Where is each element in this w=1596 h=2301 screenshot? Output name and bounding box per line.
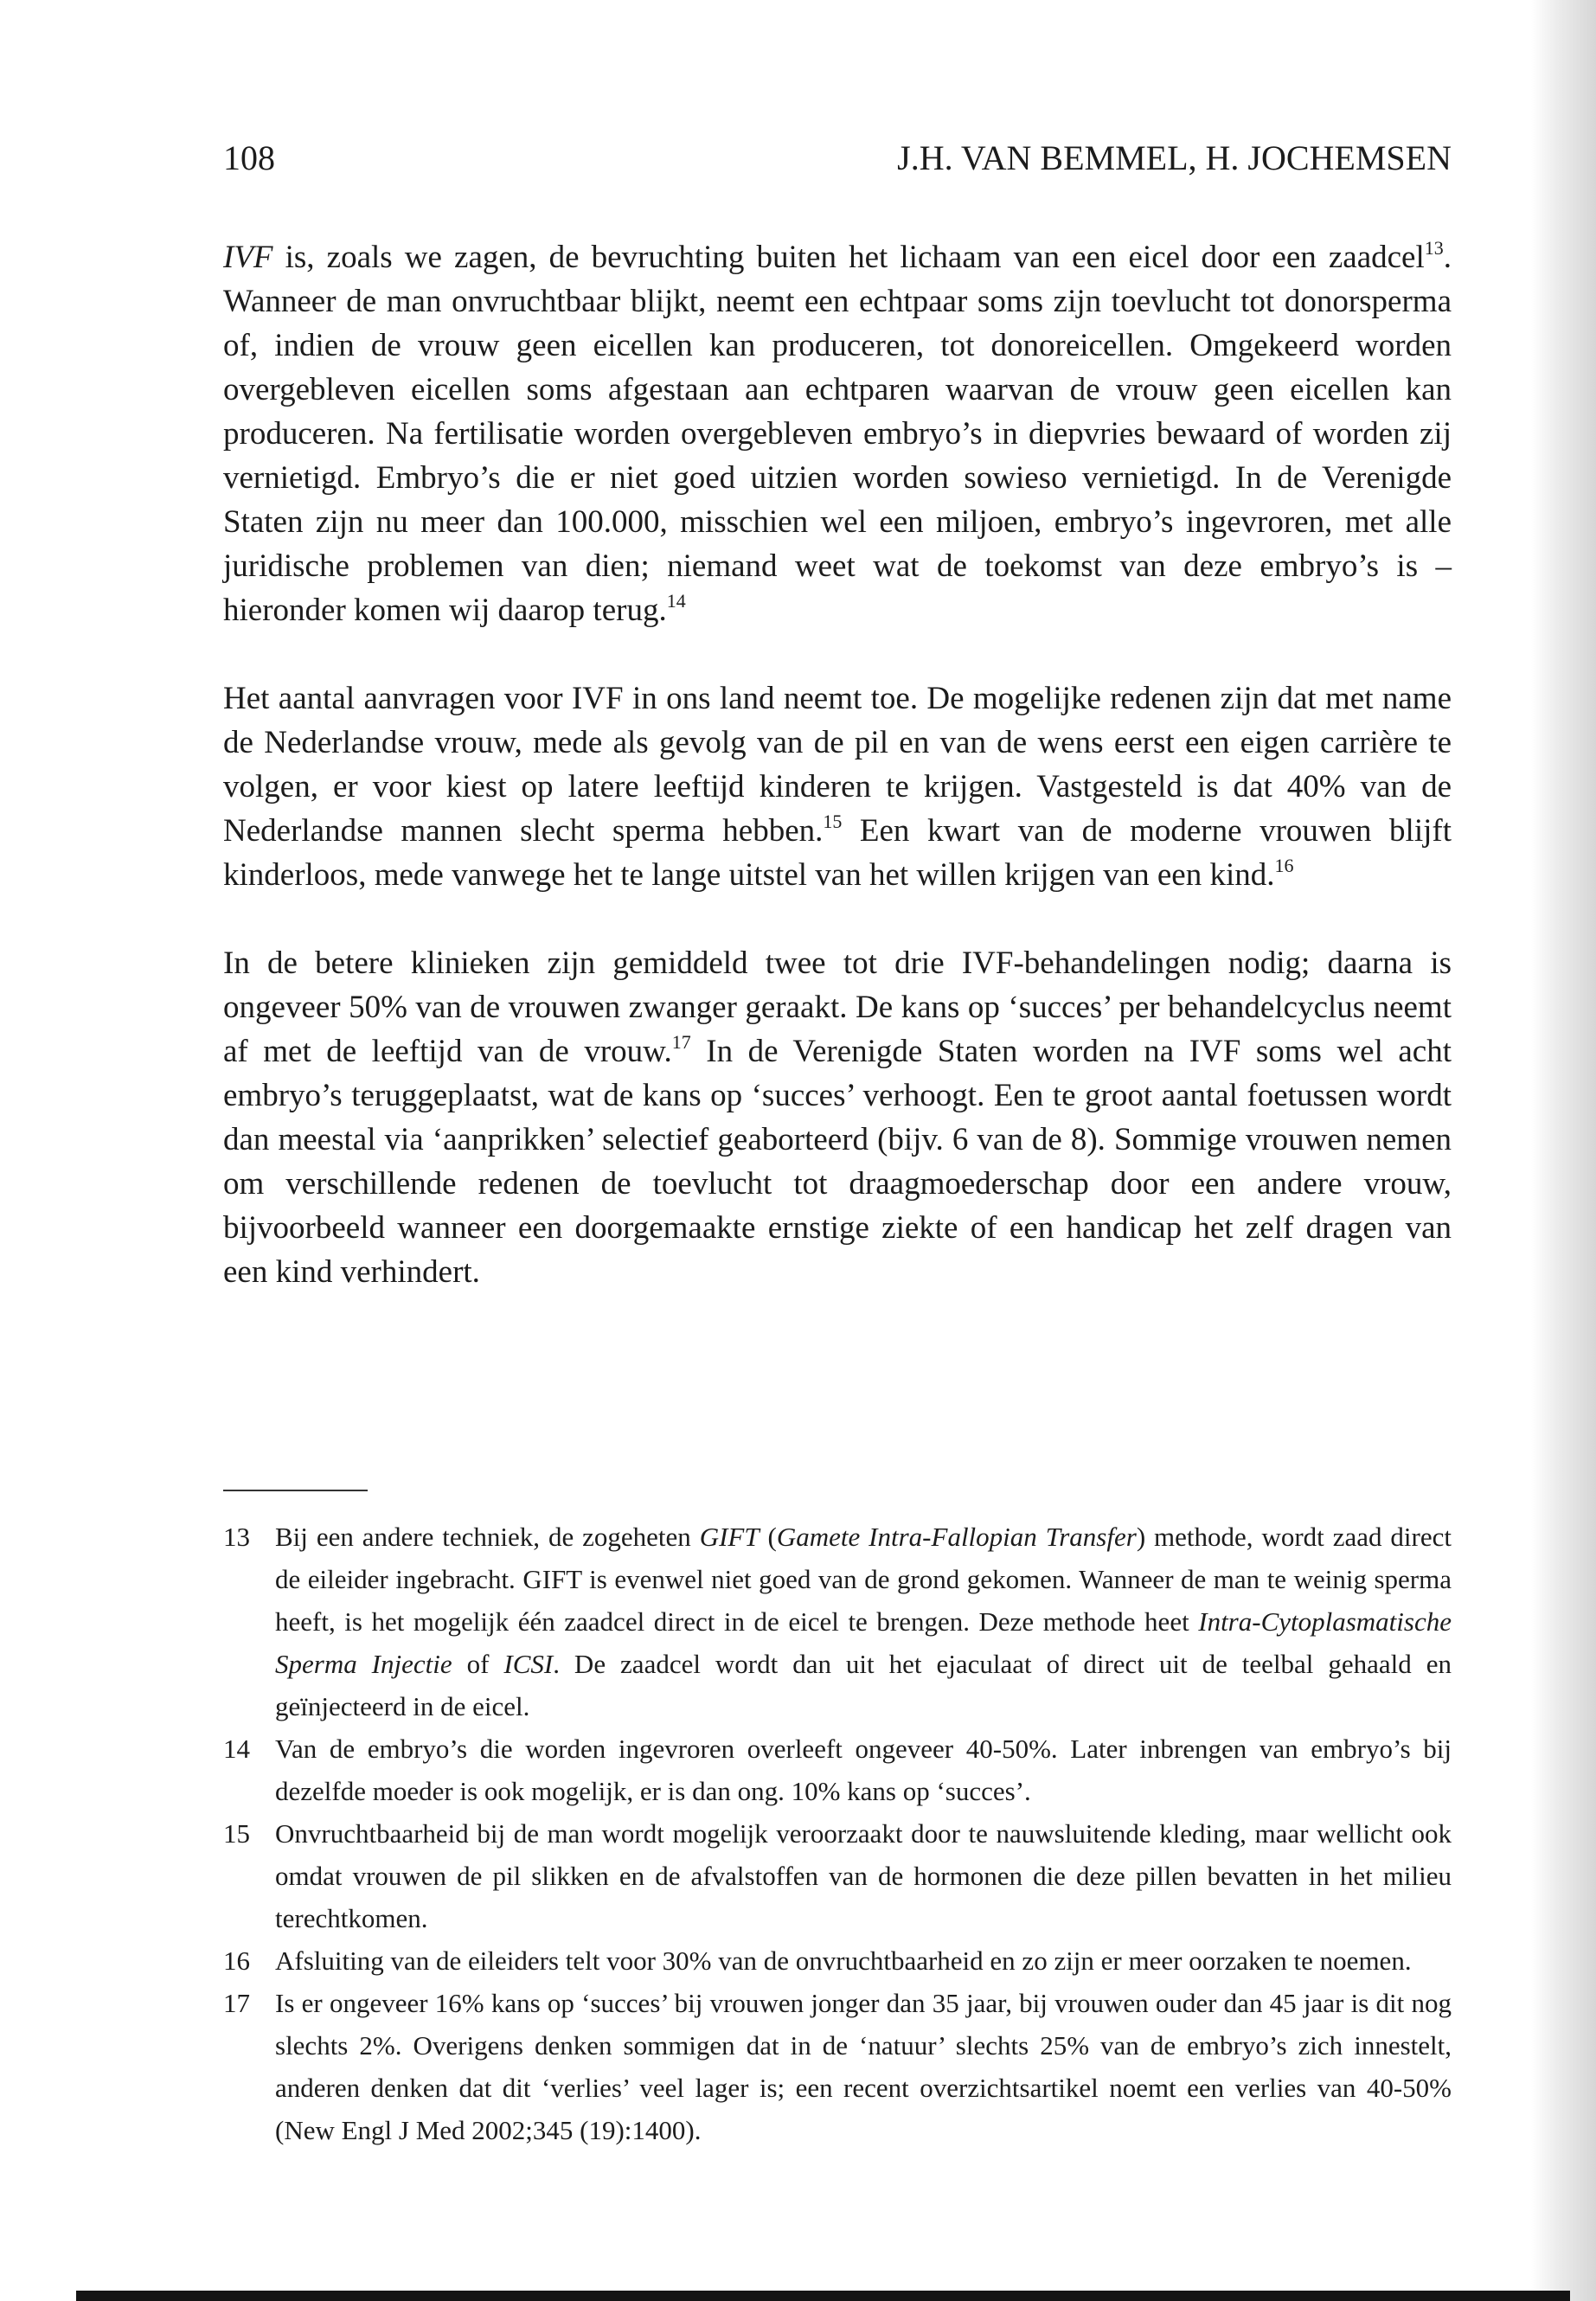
- footnote-ref-15[interactable]: 15: [823, 811, 843, 832]
- footnote-number: 16: [223, 1945, 250, 1976]
- footnotes: [223, 1516, 1452, 2151]
- footnote-17: [223, 1982, 1452, 2151]
- footnote-ref-14[interactable]: 14: [666, 590, 686, 612]
- footnote-number: 17: [223, 1988, 250, 2018]
- scan-bottom-border: [76, 2291, 1570, 2301]
- footnote-15: [223, 1812, 1452, 1939]
- running-header: [223, 137, 1452, 180]
- ivf-term: IVF: [223, 240, 273, 275]
- page-edge-shadow: [1531, 0, 1596, 2301]
- footnote-13: [223, 1516, 1452, 1727]
- footnote-ref-17[interactable]: 17: [671, 1031, 691, 1053]
- footnote-ref-16[interactable]: 16: [1274, 855, 1294, 876]
- footnote-number: 13: [223, 1522, 250, 1552]
- footnote-text: Onvruchtbaarheid bij de man wordt mogelijk veroorzaakt door te nauwsluitende kleding, maar wellicht ook omdat vrouwen de pil slikken en de afvalstoffen van de hormonen die deze pillen bevatten in het milieu terechtkomen.: [275, 1818, 1452, 1933]
- footnote-text: Afsluiting van de eileiders telt voor 30% van de onvruchtbaarheid en zo zijn er meer oorzaken te noemen.: [275, 1945, 1412, 1976]
- footnote-text: Van de embryo’s die worden ingevroren overleeft ongeveer 40-50%. Later inbrengen van embryo’s bij dezelfde moeder is ook mogelijk, er is dan ong. 10% kans op ‘succes’.: [275, 1734, 1452, 1806]
- paragraph-3: In de betere klinieken zijn gemiddeld twee tot drie IVF-behandelingen nodig; daarna is ongeveer 50% van de vrouwen zwanger geraakt. De kans op ‘succes’ per behandelcyclus neemt af met de leeftijd van de vrouw.$^{17}$ In de Verenigde Staten worden na IVF soms wel acht embryo’s teruggeplaatst, wat de kans op ‘succes’ verhoogt. Een te groot aantal foetussen wordt dan meestal via ‘aanprikken’ selectief geaborteerd (bijv. 6 van de 8). Sommige vrouwen nemen om verschillende redenen de toevlucht tot draagmoederschap door een andere vrouw, bijvoorbeeld wanneer een doorgemaakte ernstige ziekte of een handicap het zelf dragen van een kind verhindert.: [223, 945, 1452, 1290]
- paragraph-1: IVF is, zoals we zagen, de bevruchting buiten het lichaam van een eicel door een zaadcel$^{13}$. Wanneer de man onvruchtbaar blijkt, neemt een echtpaar soms zijn toevlucht tot donorsperma of, indien de vrouw geen eicellen kan produceren, tot donoreicellen. Omgekeerd worden overgebleven eicellen soms afgestaan aan echtparen waarvan de vrouw geen eicellen kan produceren. Na fertilisatie worden overgebleven embryo’s in diepvries bewaard of worden zij vernietigd. Embryo’s die er niet goed uitzien worden sowieso vernietigd. In de Verenigde Staten zijn nu meer dan 100.000, misschien wel een miljoen, embryo’s ingevroren, met alle juridische problemen van dien; niemand weet wat de toekomst van deze embryo’s is – hieronder komen wij daarop terug.$^{14}$: [223, 237, 1452, 628]
- main-text: [223, 235, 1452, 1294]
- footnote-14: [223, 1727, 1452, 1812]
- page-number: 108: [223, 138, 275, 177]
- footnote-16: [223, 1939, 1452, 1982]
- footnote-separator: [223, 1490, 368, 1491]
- footnote-number: 15: [223, 1818, 250, 1849]
- footnote-ref-13[interactable]: 13: [1424, 237, 1444, 259]
- running-title: J.H. VAN BEMMEL, H. JOCHEMSEN: [897, 138, 1452, 177]
- footnote-text: Bij een andere techniek, de zogeheten GIFT (Gamete Intra-Fallopian Transfer) methode, wordt zaad direct de eileider ingebracht. GIFT is evenwel niet goed van de grond gekomen. Wanneer de man te weinig sperma heeft, is het mogelijk één zaadcel direct in de eicel te brengen. Deze methode heet Intra-Cytoplasmatische Sperma Injectie of ICSI. De zaadcel wordt dan uit het ejaculaat of direct uit de teelbal gehaald en geïnjecteerd in de eicel.: [275, 1522, 1452, 1721]
- footnote-text: Is er ongeveer 16% kans op ‘succes’ bij vrouwen jonger dan 35 jaar, bij vrouwen ouder dan 45 jaar is dit nog slechts 2%. Overigens denken sommigen dat in de ‘natuur’ slechts 25% van de embryo’s zich innestelt, anderen denken dat dit ‘verlies’ veel lager is; een recent overzichtsartikel noemt een verlies van 40-50% (New Engl J Med 2002;345 (19):1400).: [275, 1988, 1452, 2145]
- footnote-number: 14: [223, 1734, 250, 1764]
- paragraph-2: Het aantal aanvragen voor IVF in ons land neemt toe. De mogelijke redenen zijn dat met name de Nederlandse vrouw, mede als gevolg van de pil en van de wens eerst een eigen carrière te volgen, er voor kiest op latere leeftijd kinderen te krijgen. Vastgesteld is dat 40% van de Nederlandse mannen slecht sperma hebben.$^{15}$ Een kwart van de moderne vrouwen blijft kinderloos, mede vanwege het te lange uitstel van het willen krijgen van een kind.$^{16}$: [223, 681, 1452, 893]
